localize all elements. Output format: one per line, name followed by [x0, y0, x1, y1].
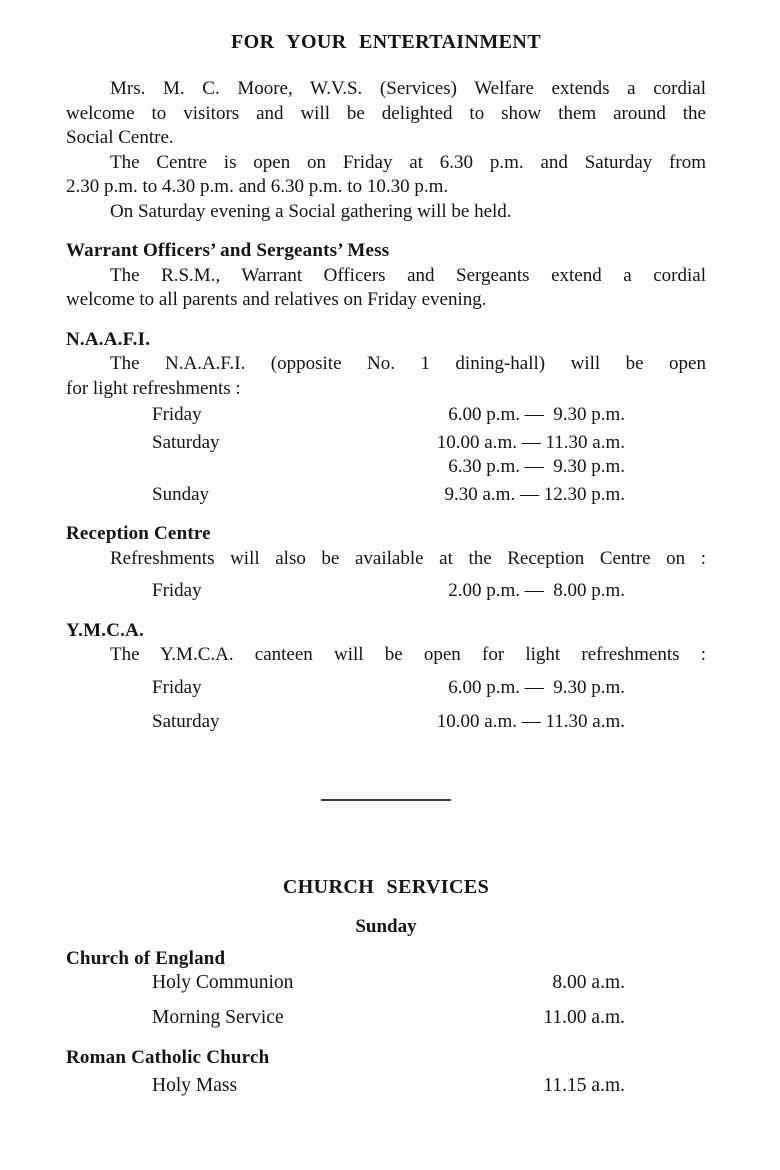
- ymca-paragraph: [66, 643, 706, 668]
- paragraph-line: The Centre is open on Friday at 6.30 p.m. and Saturday from: [110, 151, 706, 173]
- service-name: Holy Communion: [152, 972, 294, 993]
- naafi-paragraph: [66, 352, 706, 401]
- paragraph-line: 2.30 p.m. to 4.30 p.m. and 6.30 p.m. to 10.30 p.m.: [66, 176, 449, 197]
- service-time: 8.00 a.m.: [552, 972, 625, 993]
- paragraph-line: The N.A.A.F.I. (opposite No. 1 dining-hall) will be open: [110, 353, 706, 374]
- service-time: 11.15 a.m.: [543, 1074, 625, 1096]
- church-of-england-heading: Church of England: [66, 947, 226, 969]
- day-label: Sunday: [152, 483, 209, 505]
- naafi-schedule: [66, 403, 706, 507]
- paragraph-line: Social Centre.: [66, 127, 174, 148]
- warrant-mess-paragraph: [66, 264, 706, 313]
- schedule-row: [66, 676, 706, 701]
- schedule-row: [66, 710, 706, 735]
- paragraph-line: On Saturday evening a Social gathering will be held.: [110, 200, 512, 222]
- time-range: 6.30 p.m. — 9.30 p.m.: [448, 456, 625, 477]
- service-name: Morning Service: [152, 1006, 284, 1028]
- schedule-row: [66, 431, 706, 456]
- ymca-schedule: [66, 676, 706, 735]
- service-name: Holy Mass: [152, 1074, 238, 1096]
- paragraph-line: for light refreshments :: [66, 377, 241, 399]
- time-range: 10.00 a.m. — 11.30 a.m.: [436, 711, 625, 732]
- schedule-row: [66, 403, 706, 428]
- intro-paragraph-1: [66, 77, 706, 151]
- day-label: Saturday: [152, 711, 220, 732]
- paragraph-line: welcome to all parents and relatives on Friday evening.: [66, 289, 487, 310]
- day-label: Friday: [152, 676, 202, 698]
- day-label: [152, 455, 448, 480]
- paragraph-line: The R.S.M., Warrant Officers and Sergeants extend a cordial: [110, 264, 706, 286]
- reception-paragraph: [66, 547, 706, 572]
- intro-paragraph-2: [66, 151, 706, 200]
- paragraph-line: Refreshments will also be available at the Reception Centre on :: [110, 547, 706, 569]
- paragraph-line: welcome to visitors and will be delighted to show them around the: [66, 102, 706, 124]
- day-label: Friday: [152, 580, 202, 601]
- warrant-mess-heading: Warrant Officers’ and Sergeants’ Mess: [66, 240, 390, 261]
- naafi-heading: N.A.A.F.I.: [66, 328, 151, 350]
- schedule-row: [66, 483, 706, 508]
- day-label: Friday: [152, 404, 202, 425]
- page-title: FOR YOUR ENTERTAINMENT: [231, 31, 541, 53]
- time-range: 10.00 a.m. — 11.30 a.m.: [436, 431, 625, 453]
- intro-paragraph-3: [66, 200, 706, 225]
- schedule-row: [66, 455, 706, 480]
- roman-catholic-heading: Roman Catholic Church: [66, 1047, 270, 1068]
- service-time: 11.00 a.m.: [543, 1006, 625, 1028]
- church-services-subtitle: Sunday: [355, 916, 417, 937]
- service-row: [66, 971, 706, 996]
- paragraph-line: The Y.M.C.A. canteen will be open for light refreshments :: [110, 644, 706, 665]
- time-range: 6.00 p.m. — 9.30 p.m.: [448, 676, 625, 698]
- time-range: 6.00 p.m. — 9.30 p.m.: [448, 404, 625, 425]
- schedule-row: [66, 579, 706, 604]
- reception-schedule: [66, 579, 706, 604]
- time-range: 2.00 p.m. — 8.00 p.m.: [448, 580, 625, 601]
- church-services-title: CHURCH SERVICES: [282, 875, 490, 898]
- paragraph-line: Mrs. M. C. Moore, W.V.S. (Services) Welfare extends a cordial: [110, 78, 706, 99]
- service-row: [66, 1074, 706, 1099]
- day-label: Saturday: [152, 431, 220, 453]
- time-range: 9.30 a.m. — 12.30 p.m.: [444, 483, 625, 505]
- ymca-heading: Y.M.C.A.: [66, 619, 144, 641]
- reception-heading: Reception Centre: [66, 523, 211, 544]
- service-row: [66, 1006, 706, 1031]
- section-divider: [321, 799, 451, 801]
